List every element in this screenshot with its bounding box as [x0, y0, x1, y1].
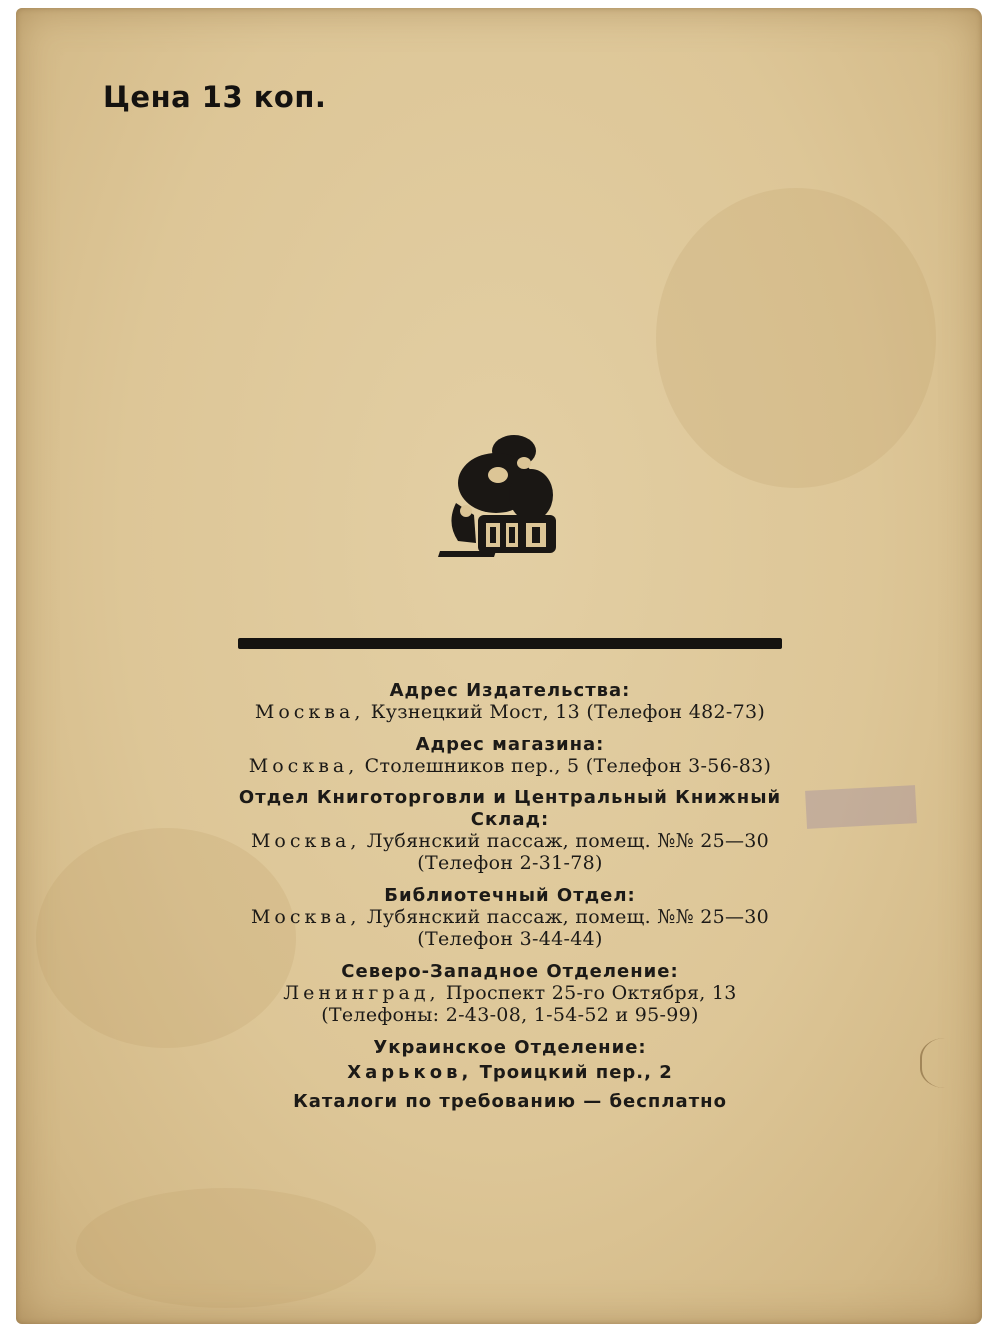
address-line: Ленинград, Проспект 25-го Октября, 13 [283, 981, 737, 1004]
section-ukraine [228, 1037, 792, 1083]
phone-line: (Телефон 2-31-78) [417, 852, 603, 875]
price-label: Цена 13 коп. [103, 80, 327, 114]
paper-stain [76, 1188, 376, 1308]
section-heading: Адрес магазина: [415, 733, 605, 755]
section-heading: Библиотечный Отдел: [384, 884, 636, 906]
phone-line: (Телефон 3-44-44) [417, 928, 603, 951]
section-publisher [228, 680, 792, 724]
section-northwest [228, 961, 792, 1027]
section-book-trade [228, 787, 792, 874]
address-line: Москва, Лубянский пассаж, помещ. №№ 25—30 [250, 829, 770, 852]
publisher-emblem-icon [436, 423, 566, 563]
catalog-note: Каталоги по требованию — бесплатно [293, 1091, 727, 1113]
address-line: Москва, Столешников пер., 5 (Телефон 3-56-83) [248, 754, 772, 777]
divider-rule [238, 638, 782, 649]
paper-stain [656, 188, 936, 488]
phone-line: (Телефоны: 2-43-08, 1-54-52 и 95-99) [321, 1004, 699, 1027]
section-heading: Северо-Западное Отделение: [341, 960, 679, 982]
publisher-addresses [228, 680, 792, 1112]
faded-stamp [805, 785, 917, 829]
section-heading: Украинское Отделение: [373, 1036, 647, 1058]
address-line: Москва, Кузнецкий Мост, 13 (Телефон 482-73) [254, 701, 766, 724]
section-heading: Отдел Книготорговли и Центральный Книжный Склад: [238, 787, 782, 830]
section-heading: Адрес Издательства: [389, 680, 631, 701]
section-library [228, 885, 792, 951]
section-shop [228, 734, 792, 778]
edge-tear [920, 1038, 982, 1088]
address-line: Харьков, Троицкий пер., 2 [347, 1061, 673, 1083]
address-line: Москва, Лубянский пассаж, помещ. №№ 25—30 [250, 905, 770, 928]
book-back-cover [16, 8, 982, 1324]
